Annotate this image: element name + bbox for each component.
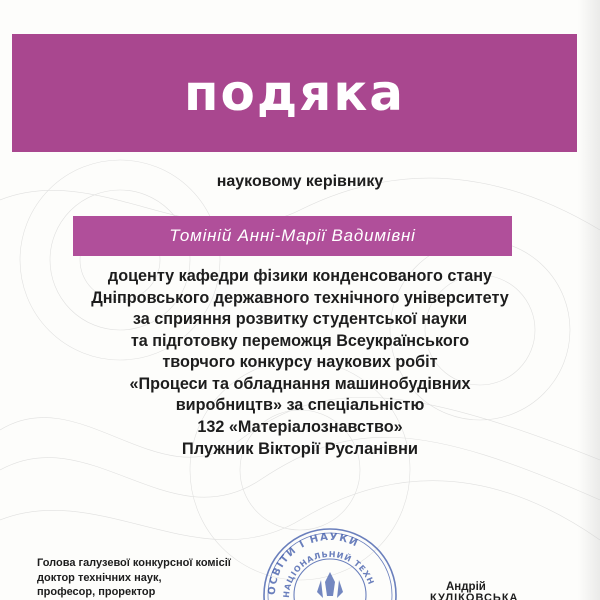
official-seal xyxy=(255,520,405,600)
commission-block xyxy=(37,556,231,600)
seal-outer-text: ОСВІТИ І НАУКИ xyxy=(266,531,361,596)
body-line: та підготовку переможця Всеукраїнського xyxy=(130,331,470,350)
body-line: Дніпровського державного технічного університету xyxy=(91,288,509,307)
commission-line: доктор технічних наук, xyxy=(37,571,162,584)
body-line: виробництв» за спеціальністю xyxy=(175,396,425,414)
recipient-name-band xyxy=(73,216,512,256)
student-name: Плужник Вікторії Русланівни xyxy=(181,440,419,458)
body-line: 132 «Матеріалознавство» xyxy=(197,417,403,436)
svg-text:ОСВІТИ І НАУКИ xyxy=(267,532,361,595)
commission-line: Голова галузевої конкурсної комісії xyxy=(37,557,231,569)
recipient-name: Томіній Анні-Марії Вадимівні xyxy=(169,226,416,245)
body-line: «Процеси та обладнання машинобудівних xyxy=(129,374,471,393)
certificate-body xyxy=(0,266,600,461)
commission-line: професор, проректор xyxy=(37,586,156,598)
title-band xyxy=(12,34,577,152)
signer-first-name: Андрій xyxy=(446,581,486,593)
signer-surname: КУЛІКОВСЬКА xyxy=(430,592,519,600)
body-line: творчого конкурсу наукових робіт xyxy=(162,353,438,371)
body-line: доценту кафедри фізики конденсованого стану xyxy=(107,267,493,285)
recipient-role: науковому керівнику xyxy=(216,173,384,190)
seal-inner-text: НАЦІОНАЛЬНИЙ ТЕХН xyxy=(281,549,376,599)
certificate-title: подяка xyxy=(183,64,406,122)
body-line: за сприяння розвитку студентської науки xyxy=(132,310,468,328)
